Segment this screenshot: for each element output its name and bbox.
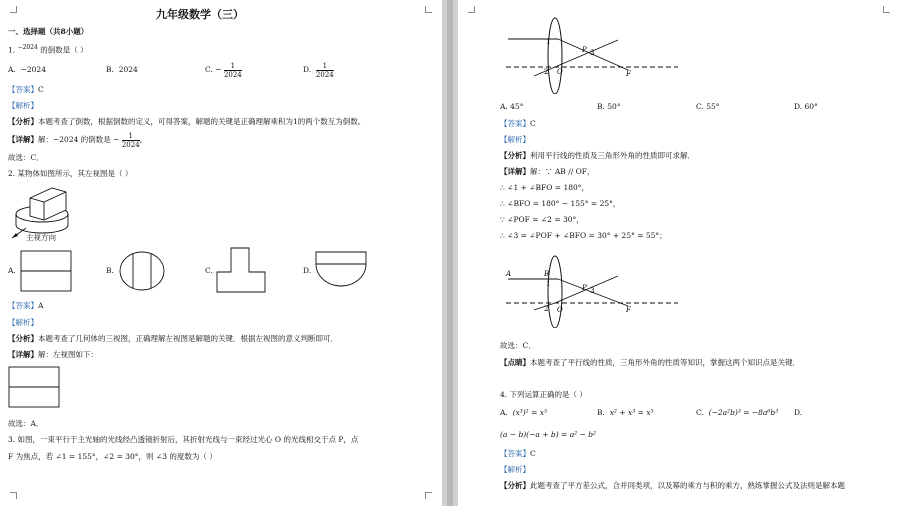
left-page: [0, 0, 442, 506]
q4-option-d-label[interactable]: D.: [794, 408, 803, 417]
q4-option-a[interactable]: A. (x³)² = x⁵: [500, 408, 547, 417]
q2-option-a-figure[interactable]: [20, 250, 74, 294]
q3-explain-tag: 【解析】: [500, 135, 530, 144]
fig-bottom-label-a: A: [506, 270, 512, 278]
q3-detail-line-2: ∴ ∠1 + ∠BFO = 180°，: [500, 183, 590, 192]
q3-option-d[interactable]: D. 60°: [794, 102, 818, 111]
view-direction-label: 主视方向: [26, 233, 56, 242]
q3-stem-line1: 3. 如图，一束平行于主光轴的光线经凸透镜折射后，其折射光线与一束经过光心 O 的光线相交于点 P，点: [8, 435, 359, 444]
q4-stem: 4. 下列运算正确的是（ ）: [500, 390, 587, 399]
q4-answer: 【答案】C: [500, 449, 536, 458]
section-heading: 一、选择题（共8小题）: [8, 27, 89, 36]
q1-analysis: 【分析】本题考查了倒数，根据倒数的定义，可得答案，解题的关键是正确理解乘积为1的两个数互为倒数。: [8, 117, 366, 126]
q1-option-d: D. $\frac{1}{2024}$: [303, 61, 334, 79]
fig-bottom-label-2: 2: [544, 305, 549, 313]
lens-figure-top: [502, 10, 692, 94]
q1-detail: 【详解】解：−2024 的倒数是 − $\frac{1}{2024}$ ，: [8, 131, 148, 149]
q3-stem-line2: F 为焦点，若 ∠1 = 155°，∠2 = 30°，则 ∠3 的度数为（ ）: [8, 452, 217, 461]
q2-detail: 【详解】解：左视图如下：: [8, 350, 98, 359]
q2-option-c-figure[interactable]: [216, 246, 268, 294]
q3-comment: 【点睛】本题考查了平行线的性质，三角形外角的性质等知识，掌握这两个知识点是关键．: [500, 358, 800, 367]
q3-conclusion: 故选：C．: [500, 341, 536, 350]
q2-option-d-figure[interactable]: [314, 250, 370, 290]
q2-answer: 【答案】A: [8, 301, 44, 310]
fig-bottom-label-3: 3: [590, 287, 595, 295]
q3-option-c[interactable]: C. 55°: [696, 102, 720, 111]
fig-bottom-label-b: B: [544, 270, 550, 278]
q1-option-b: B. 2024: [106, 65, 138, 74]
fig-top-label-3: 3: [590, 49, 595, 57]
q1-option-c: C. − $\frac{1}{2024}$: [205, 61, 242, 79]
q1-stem: 1. $^{-2024}$ 的倒数是（ ）: [8, 44, 88, 55]
fig-bottom-label-p: P: [582, 284, 587, 292]
q2-option-b-figure[interactable]: [118, 250, 168, 294]
fig-bottom-label-o: O: [557, 306, 563, 314]
q1-answer: 【答案】C: [8, 85, 44, 94]
q4-explain-tag: 【解析】: [500, 465, 530, 474]
q3-option-a[interactable]: A. 45°: [500, 102, 524, 111]
q1-option-a: A. −2024: [8, 65, 46, 74]
q4-option-d[interactable]: (a − b)(−a + b) = a² − b²: [500, 430, 597, 439]
doc-title: 九年级数学（三）: [156, 8, 244, 21]
q2-left-view-figure: [8, 366, 62, 410]
q2-analysis: 【分析】本题考查了几何体的三视图，正确理解左视图是解题的关键．根据左视图的意义判断即可．: [8, 334, 338, 343]
q4-option-c[interactable]: C. (−2a²b)³ = −8a⁶b³: [696, 408, 779, 417]
lens-figure-bottom: [502, 248, 692, 328]
right-page: [458, 0, 900, 506]
fig-top-label-f: F: [626, 70, 631, 78]
fig-top-label-2: 2: [544, 68, 549, 76]
q3-detail-line-4: ∵ ∠POF = ∠2 = 30°，: [500, 215, 584, 224]
q4-analysis: 【分析】此题考查了平方差公式，合并同类项，以及幂的乘方与积的乘方，熟练掌握公式及法则是解本题: [500, 481, 845, 490]
q2-option-c-label: C.: [205, 266, 213, 275]
q1-explain-tag: 【解析】: [8, 101, 38, 110]
q3-detail-line-5: ∴ ∠3 = ∠POF + ∠BFO = 30° + 25° = 55°；: [500, 231, 667, 240]
q3-analysis: 【分析】利用平行线的性质及三角形外角的性质即可求解．: [500, 151, 695, 160]
fig-top-label-o: O: [557, 68, 563, 76]
q2-option-a-label: A.: [8, 266, 16, 275]
fig-bottom-label-1: 1: [546, 280, 551, 288]
q4-option-b[interactable]: B. x² + x³ = x⁵: [597, 408, 654, 417]
q2-option-b-label: B.: [106, 266, 114, 275]
q3-option-b[interactable]: B. 50°: [597, 102, 621, 111]
page-shadow: [447, 0, 453, 506]
q1-conclusion: 故选：C．: [8, 153, 44, 162]
q2-conclusion: 故选：A．: [8, 419, 44, 428]
fig-bottom-label-f: F: [626, 306, 631, 314]
q2-explain-tag: 【解析】: [8, 318, 38, 327]
fig-top-label-1: 1: [546, 38, 551, 46]
fig-top-label-p: P: [582, 46, 587, 54]
q3-detail-line-3: ∴ ∠BFO = 180° − 155° = 25°，: [500, 199, 621, 208]
q2-stem: 2. 某物体如图所示，其左视图是（ ）: [8, 169, 133, 178]
page-gap: [442, 0, 458, 506]
q3-answer: 【答案】C: [500, 119, 536, 128]
q3-detail-line-1: 【详解】解：∵ AB // OF，: [500, 167, 595, 176]
q2-option-d-label: D.: [303, 266, 312, 275]
